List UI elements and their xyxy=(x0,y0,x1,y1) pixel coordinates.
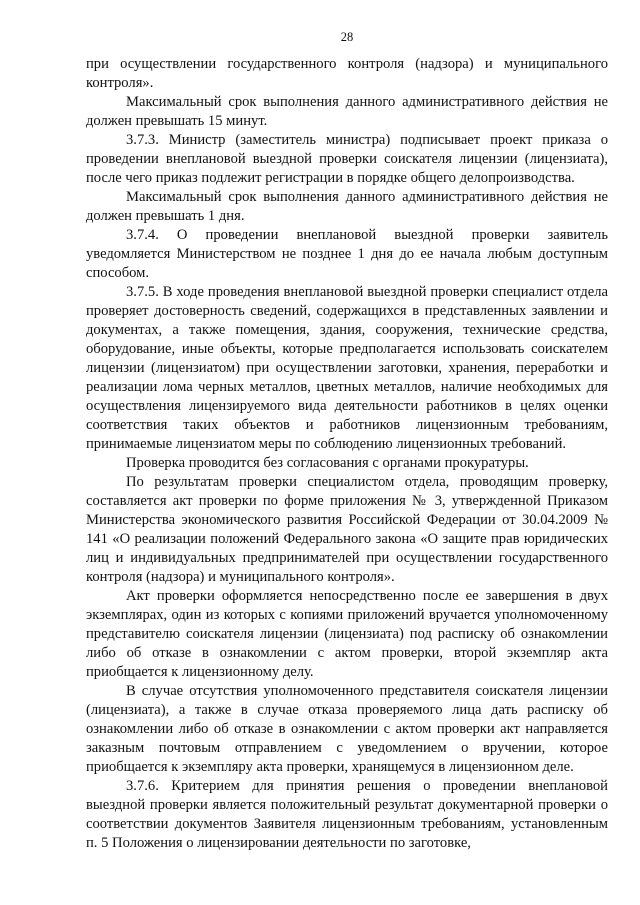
paragraph: Проверка проводится без согласования с органами прокуратуры. xyxy=(126,455,529,471)
paragraph: Максимальный срок выполнения данного административного действия не должен превышать 1 дня. xyxy=(86,189,608,224)
paragraph: 3.7.4. О проведении внеплановой выездной проверки заявитель уведомляется Министерством не позднее 1 дня до ее начала любым доступным способом. xyxy=(86,227,608,281)
paragraph: 3.7.6. Критерием для принятия решения о проведении внеплановой выездной проверки является положительный результат документарной проверки о соответствии документов Заявителя лицензионным требованиям, установленным п. 5 Положения о лицензировании деятельности по заготовке, xyxy=(86,778,608,851)
paragraph: Максимальный срок выполнения данного административного действия не должен превышать 15 минут. xyxy=(86,94,608,129)
paragraph: при осуществлении государственного контроля (надзора) и муниципального контроля». xyxy=(86,56,608,91)
paragraph: В случае отсутствия уполномоченного представителя соискателя лицензии (лицензиата), а также в случае отказа проверяемого лица дать расписку об ознакомлении либо об отказе в ознакомлении с актом проверки акт направляется заказным почтовым отправлением с уведомлением о вручении, которое приобщается к экземпляру акта проверки, хранящемуся в лицензионном деле. xyxy=(86,683,608,775)
document-body xyxy=(86,55,608,853)
paragraph: 3.7.3. Министр (заместитель министра) подписывает проект приказа о проведении внеплановой выездной проверки соискателя лицензии (лицензиата), после чего приказ подлежит регистрации в порядке общего делопроизводства. xyxy=(86,132,608,186)
page-number: 28 xyxy=(340,30,354,44)
paragraph: 3.7.5. В ходе проведения внеплановой выездной проверки специалист отдела проверяет достоверность сведений, содержащихся в представленных заявлении и документах, а также помещения, здания, сооружения, технические средства, оборудование, иные объекты, которые предполагается использовать соискателем лицензии (лицензиатом) при осуществлении заготовки, хранения, переработки и реализации лома черных металлов, цветных металлов, наличие необходимых для осуществления лицензируемого вида деятельности работников в целях оценки соответствия таких объектов и работников лицензионным требованиям, принимаемые лицензиатом меры по соблюдению лицензионных требований. xyxy=(86,284,608,452)
paragraph: По результатам проверки специалистом отдела, проводящим проверку, составляется акт проверки по форме приложения № 3, утвержденной Приказом Министерства экономического развития Российской Федерации от 30.04.2009 № 141 «О реализации положений Федерального закона «О защите прав юридических лиц и индивидуальных предпринимателей при осуществлении государственного контроля (надзора) и муниципального контроля». xyxy=(86,474,608,585)
paragraph: Акт проверки оформляется непосредственно после ее завершения в двух экземплярах, один из которых с копиями приложений вручается уполномоченному представителю соискателя лицензии (лицензиата) под расписку об ознакомлении либо об отказе в ознакомлении с актом проверки, второй экземпляр акта приобщается к лицензионному делу. xyxy=(86,588,608,680)
